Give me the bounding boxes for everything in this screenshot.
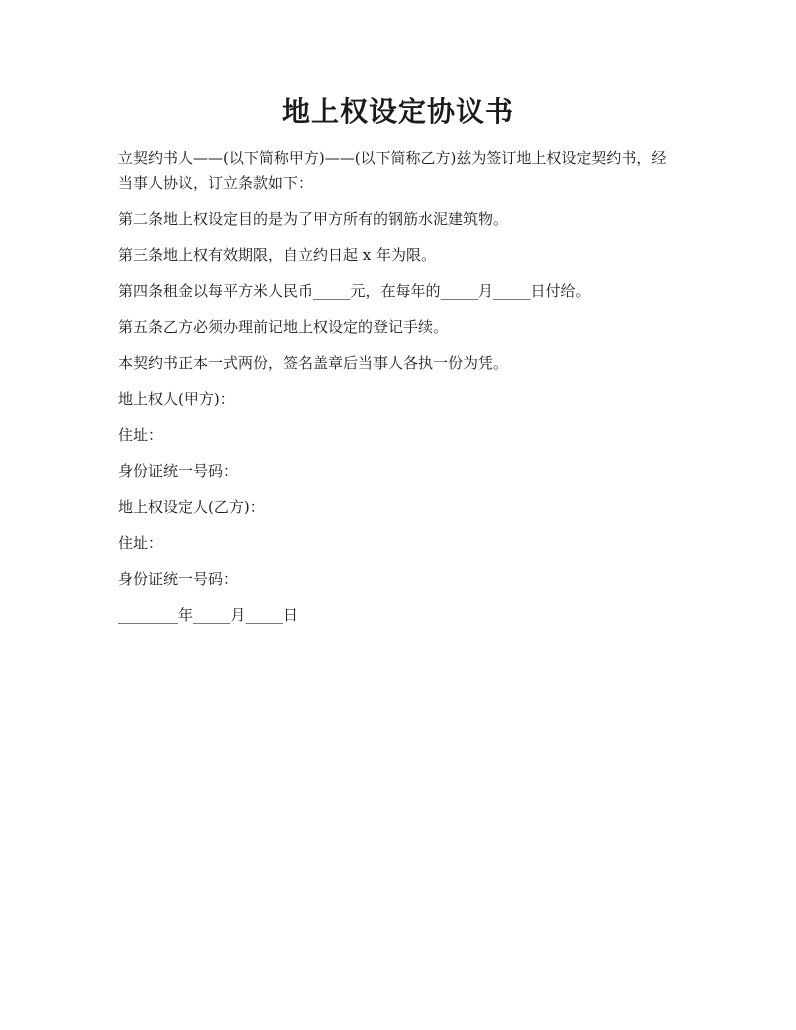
- party-b-id-code: 身份证统一号码：: [118, 570, 239, 588]
- closing-clause: 本契约书正本一式两份，签名盖章后当事人各执一份为凭。: [118, 354, 509, 372]
- clause-5: 第五条乙方必须办理前记地上权设定的登记手续。: [118, 318, 449, 336]
- document-title: 地上权设定协议书: [281, 95, 514, 128]
- clause-3: 第三条地上权有效期限，自立约日起 x 年为限。: [118, 246, 436, 264]
- date-line: ________年_____月_____日: [118, 606, 299, 624]
- party-b-address: 住址：: [118, 534, 164, 552]
- party-a-label: 地上权人(甲方)：: [118, 390, 235, 408]
- clause-2: 第二条地上权设定目的是为了甲方所有的钢筋水泥建筑物。: [118, 210, 509, 228]
- intro-paragraph: 立契约书人——(以下简称甲方)——(以下简称乙方)兹为签订地上权设定契约书，经当事人协议，订立条款如下：: [118, 149, 667, 192]
- document-body: [118, 146, 678, 639]
- party-b-label: 地上权设定人(乙方)：: [118, 498, 265, 516]
- party-a-address: 住址：: [118, 426, 164, 444]
- clause-4: 第四条租金以每平方米人民币_____元，在每年的_____月_____日付给。: [118, 282, 591, 300]
- party-a-id-code: 身份证统一号码：: [118, 462, 239, 480]
